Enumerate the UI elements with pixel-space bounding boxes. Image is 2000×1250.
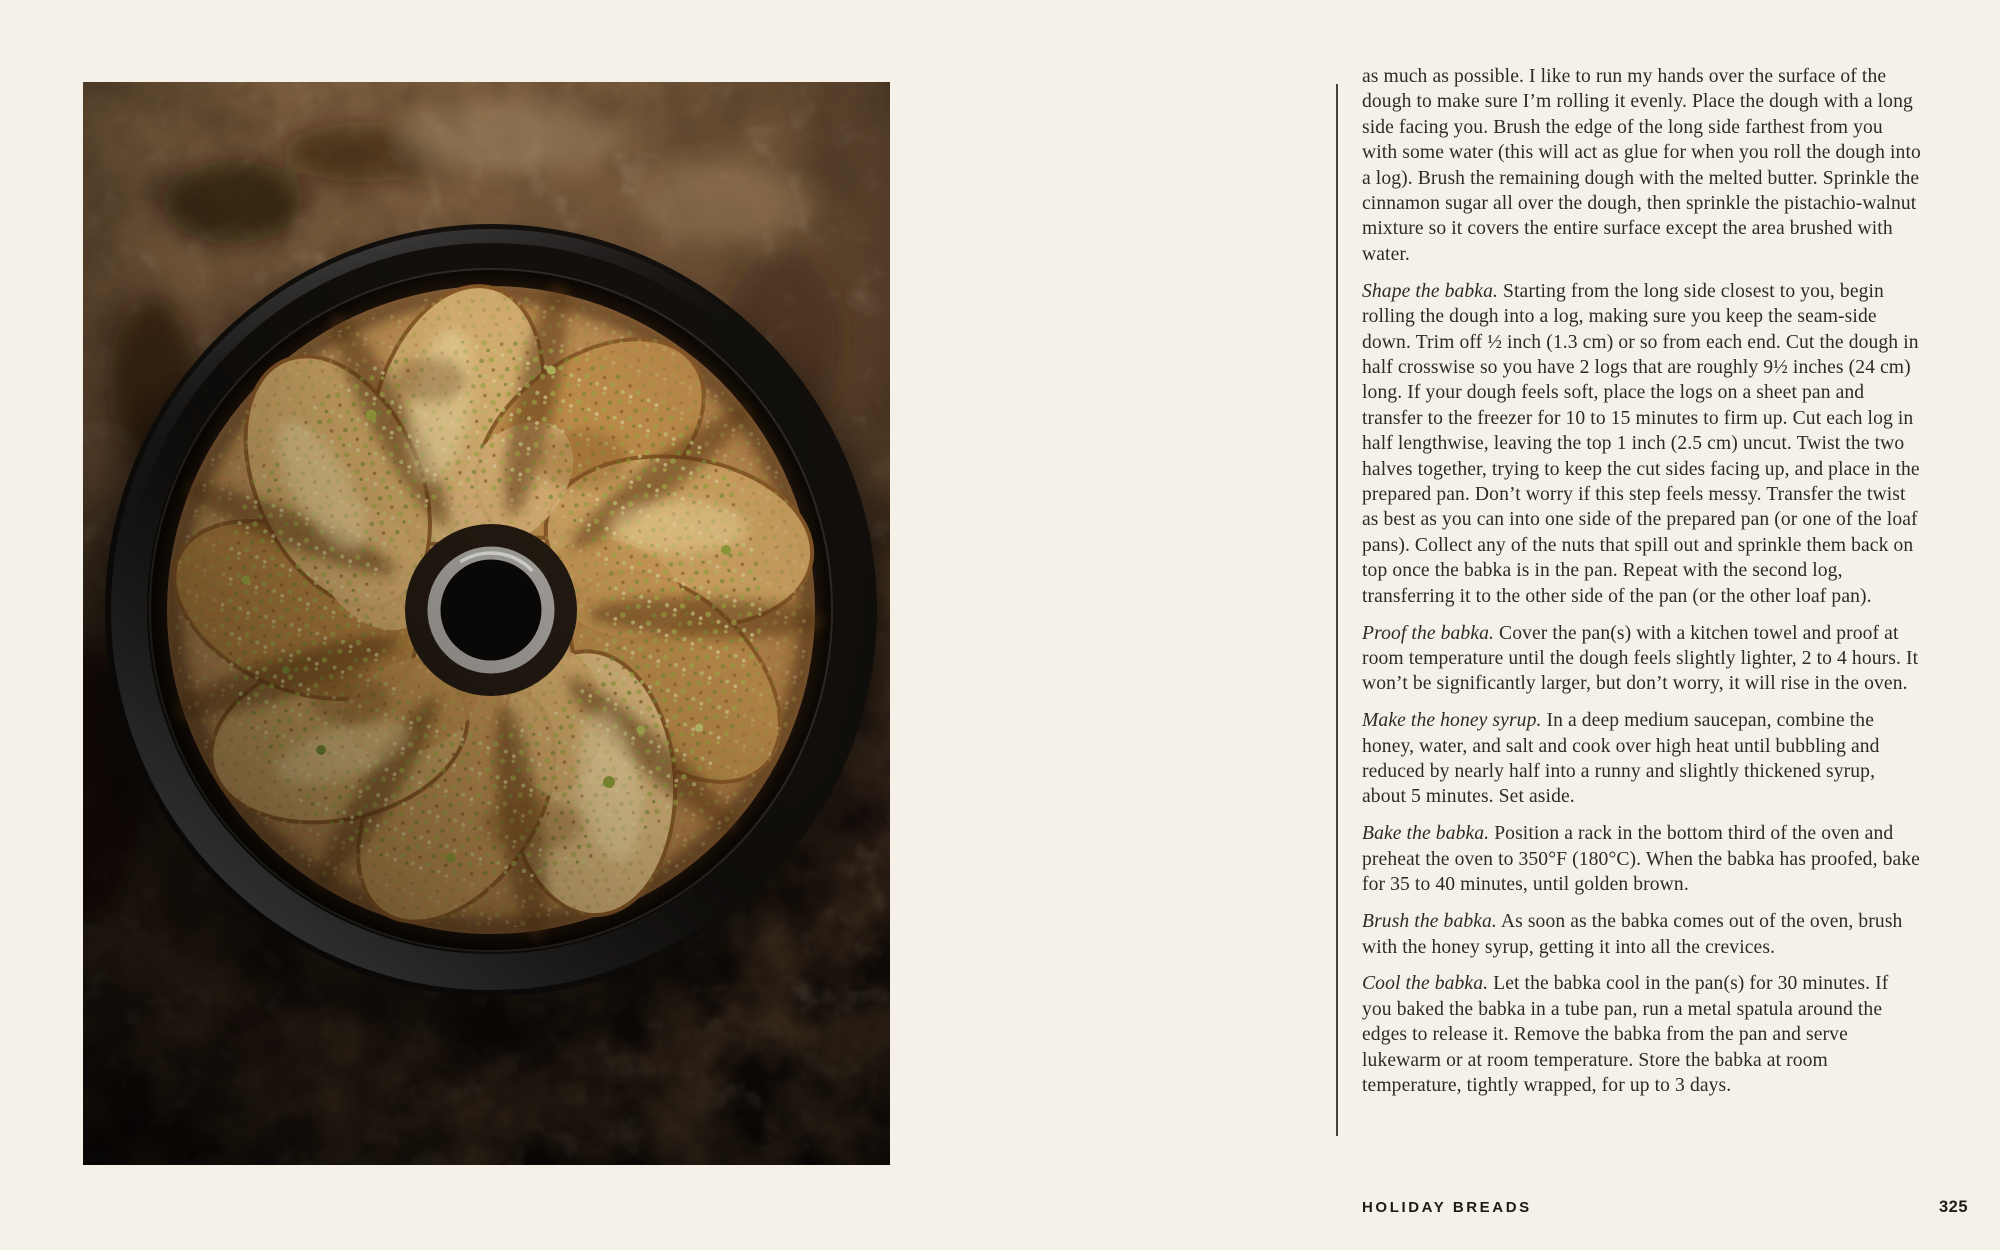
babka-photo bbox=[83, 82, 890, 1165]
page-footer bbox=[1362, 1198, 1968, 1217]
column-rule bbox=[1336, 84, 1338, 1136]
step-body-brush: As soon as the babka comes out of the oven, brush with the honey syrup, getting it into all the crevices. bbox=[1362, 911, 1903, 958]
step-lead-proof: Proof the babka. bbox=[1362, 622, 1495, 644]
step-lead-brush: Brush the babka. bbox=[1362, 911, 1497, 933]
step-body-proof: Cover the pan(s) with a kitchen towel and proof at room temperature until the dough feels slightly lighter, 2 to 4 hours. It won’t be significantly larger, but don’t worry, it will rise in the oven. bbox=[1362, 622, 1919, 695]
step-body-bake: Position a rack in the bottom third of the oven and preheat the oven to 350°F (180°C). When the babka has proofed, bake for 35 to 40 minutes, until golden brown. bbox=[1362, 823, 1920, 896]
recipe-step-syrup bbox=[1362, 708, 1922, 810]
recipe-step-cool bbox=[1362, 971, 1922, 1098]
recipe-step-shape bbox=[1362, 279, 1922, 609]
step-lead-cool: Cool the babka. bbox=[1362, 973, 1489, 995]
recipe-step-proof bbox=[1362, 621, 1922, 697]
recipe-continuation-paragraph: as much as possible. I like to run my hands over the surface of the dough to make sure I’m rolling it evenly. Place the dough with a long side facing you. Brush the edge of the long side farthest from you with some water (this will act as glue for when you roll the dough into a log). Brush the remaining dough with the melted butter. Sprinkle the cinnamon sugar all over the dough, then sprinkle the pistachio-walnut mixture so it covers the entire surface except the area brushed with water. bbox=[1362, 66, 1921, 265]
section-label: HOLIDAY BREADS bbox=[1362, 1199, 1532, 1216]
step-lead-syrup: Make the honey syrup. bbox=[1362, 710, 1542, 732]
step-lead-bake: Bake the babka. bbox=[1362, 823, 1490, 845]
step-lead-shape: Shape the babka. bbox=[1362, 280, 1499, 302]
recipe-step-bake bbox=[1362, 821, 1922, 897]
page-number: 325 bbox=[1938, 1198, 1968, 1216]
step-body-cool: Let the babka cool in the pan(s) for 30 minutes. If you baked the babka in a tube pan, run a metal spatula around the edges to release it. Remove the babka from the pan and serve lukewarm or at room temperature. Store the babka at room temperature, tightly wrapped, for up to 3 days. bbox=[1362, 973, 1889, 1097]
step-body-shape: Starting from the long side closest to you, begin rolling the dough into a log, making sure you keep the seam-side down. Trim off ½ inch (1.3 cm) or so from each end. Cut the dough in half crosswise so you have 2 logs that are roughly 9½ inches (24 cm) long. If your dough feels soft, place the logs on a sheet pan and transfer to the freezer for 10 to 15 minutes to firm up. Cut each log in half lengthwise, leaving the top 1 inch (2.5 cm) uncut. Twist the two halves together, trying to keep the cut sides facing up, and place in the prepared pan. Don’t worry if this step feels messy. Transfer the twist as best as you can into one side of the prepared pan (or one of the loaf pans). Collect any of the nuts that spill out and sprinkle them back on top once the babka is in the pan. Repeat with the second log, transferring it to the other side of the pan (or the other loaf pan). bbox=[1362, 280, 1920, 607]
step-body-syrup: In a deep medium saucepan, combine the honey, water, and salt and cook over high heat until bubbling and reduced by nearly half into a runny and slightly thickened syrup, about 5 minutes. Set aside. bbox=[1362, 710, 1880, 808]
recipe-step-brush bbox=[1362, 909, 1922, 960]
recipe-text-column bbox=[1362, 64, 1922, 1098]
babka-photo-illustration bbox=[83, 82, 890, 1165]
